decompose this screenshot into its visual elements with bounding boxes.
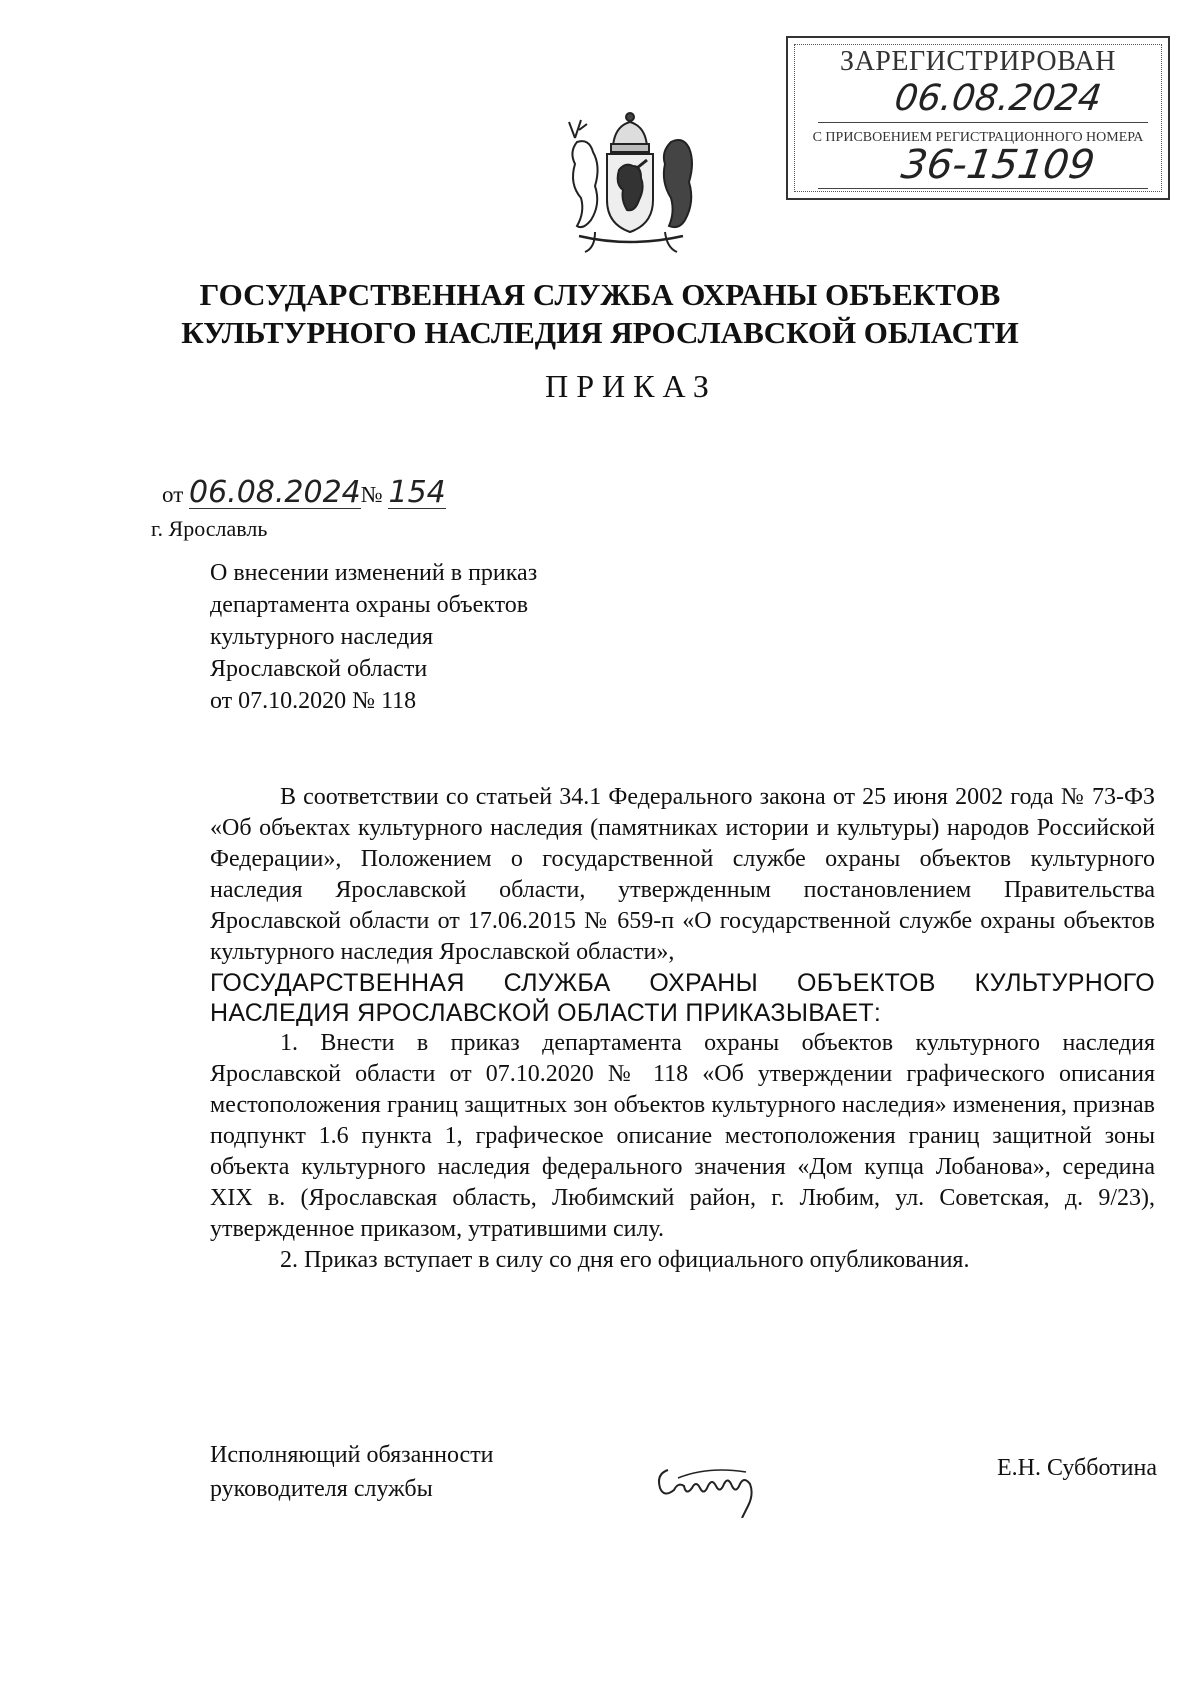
stamp-subtitle: С ПРИСВОЕНИЕМ РЕГИСТРАЦИОННОГО НОМЕРА <box>812 130 1144 145</box>
subject-line: от 07.10.2020 № 118 <box>210 688 417 714</box>
stamp-date: 06.08.2024 <box>892 78 1104 119</box>
subject-line: культурного наследия <box>210 624 434 650</box>
coat-of-arms-icon <box>555 108 705 256</box>
stamp-divider <box>818 122 1148 123</box>
signatory-position <box>210 1438 494 1506</box>
stamp-divider <box>818 188 1148 189</box>
signatory-name: Е.Н. Субботина <box>996 1455 1157 1481</box>
registration-stamp <box>786 36 1170 200</box>
order-number: 154 <box>388 475 446 510</box>
position-line: руководителя службы <box>210 1476 433 1502</box>
stamp-title: ЗАРЕГИСТРИРОВАН <box>840 46 1116 77</box>
order-date: 06.08.2024 <box>189 475 361 510</box>
preamble-paragraph: В соответствии со статьей 34.1 Федерального закона от 25 июня 2002 года № 73-ФЗ «Об объектах культурного наследия (памятниках истории и культуры) народов Российской Федерации», Положением о государственной службе охраны объектов культурного наследия Ярославской области, утвержденным постановлением Правительства Ярославской области от 17.06.2015 № 659-п «О государственной службе охраны объектов культурного наследия Ярославской области», <box>210 784 1155 965</box>
handwritten-signature <box>648 1448 788 1518</box>
stamp-number: 36-15109 <box>898 142 1098 188</box>
order-body <box>210 782 1155 1276</box>
from-label: от <box>162 482 184 507</box>
position-line: Исполняющий обязанности <box>210 1442 494 1468</box>
subject-line: департамента охраны объектов <box>210 592 529 618</box>
order-date-number <box>162 475 446 510</box>
item-2-paragraph: 2. Приказ вступает в силу со дня его официального опубликования. <box>280 1247 970 1273</box>
number-label: № <box>360 482 383 507</box>
city: г. Ярославль <box>151 516 268 541</box>
document-type: ПРИКАЗ <box>545 368 717 404</box>
org-name-line2: КУЛЬТУРНОГО НАСЛЕДИЯ ЯРОСЛАВСКОЙ ОБЛАСТИ <box>181 315 1019 350</box>
org-name-line1: ГОСУДАРСТВЕННАЯ СЛУЖБА ОХРАНЫ ОБЪЕКТОВ <box>199 277 1001 312</box>
subject-line: Ярославской области <box>210 656 428 682</box>
item-1-paragraph: 1. Внести в приказ департамента охраны объектов культурного наследия Ярославской области от 07.10.2020 № 118 «Об утверждении графического описания местоположения границ защитных зон объектов культурного наследия» изменения, признав подпункт 1.6 пункта 1, графическое описание местоположения границ защитной зоны объекта культурного наследия федерального значения «Дом купца Лобанова», середина XIX в. (Ярославская область, Любимский район, г. Любим, ул. Советская, д. 9/23), утвержденное приказом, утратившими силу. <box>210 1030 1155 1242</box>
order-subject <box>210 557 537 717</box>
subject-line: О внесении изменений в приказ <box>210 560 538 586</box>
decree-paragraph: ГОСУДАРСТВЕННАЯ СЛУЖБА ОХРАНЫ ОБЪЕКТОВ КУЛЬТУРНОГО НАСЛЕДИЯ ЯРОСЛАВСКОЙ ОБЛАСТИ ПРИКАЗЫВАЕТ: <box>210 969 1155 1027</box>
